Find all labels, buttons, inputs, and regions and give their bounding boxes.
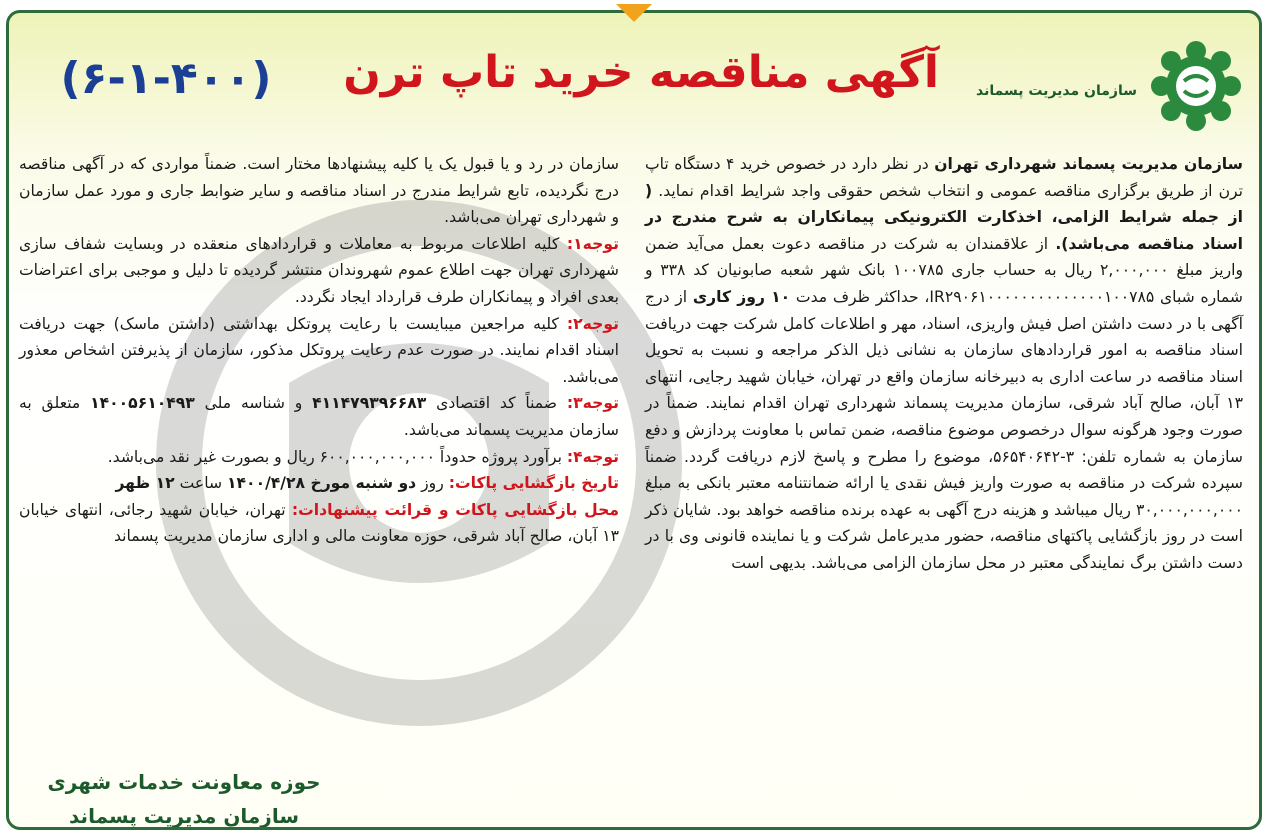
note-3-text: ضمناً کد اقتصادی [426,394,567,413]
note-1 [19,231,619,311]
note-4-label: توجه۴: [566,447,619,466]
signature-block [29,765,339,830]
intro-paragraph: سازمان در رد و یا قبول یک یا کلیه پیشنهادها مختار است. ضمناً مواردی که در آگهی مناقصه درج نگردیده، تابع شرایط مندرج در اسناد مناقصه و سایر ضوابط جاری و مورد عمل سازمان و شهرداری تهران می‌باشد. [19,155,619,227]
requirement-note: ( از جمله شرایط الزامی، اخذکارت الکترونیکی پیمانکاران به شرح مندرج در اسناد مناقصه می‌باشد). [645,181,1243,253]
note-2-label: توجه۲: [566,314,619,333]
left-column [19,151,619,550]
right-column-text [645,151,1243,577]
deadline-days: ۱۰ روز کاری [692,287,791,306]
note-1-text: کلیه اطلاعات مربوط به معاملات و قراردادهای منعقده در وبسایت شفاف سازی شهرداری تهران جهت اطلاع عموم شهروندان منتشر گردیده تا دلیل و موجبی برای اعتراضات بعدی افراد و پیمانکاران طرف قرارداد ایجاد نگردد. [19,234,619,306]
note-4 [19,444,619,471]
body-text: از علاقمندان به شرکت در مناقصه دعوت بعمل می‌آید ضمن واریز مبلغ ۲,۰۰۰,۰۰۰ ریال به حساب جاری ۱۰۰۷۸۵ بانک شهر شعبه صابونیان کد ۳۳۸ و شماره شبای IR۲۹۰۶۱۰۰۰۰۰۰۰۰۰۰۰۰۰۰۱۰۰۷۸۵، حداکثر ظرف مدت [645,234,1243,306]
right-column [645,151,1243,577]
opening-date-value: دو شنبه مورخ ۱۴۰۰/۴/۲۸ [227,474,417,493]
note-3-text: و شناسه ملی [194,394,313,413]
note-3-text: متعلق به سازمان مدیریت پسماند می‌باشد. [19,394,619,439]
opening-place [19,497,619,550]
header [9,31,1259,146]
opening-time-value: ۱۲ ظهر [115,474,175,493]
opening-time-text: ساعت [174,474,228,493]
page-title: آگهی مناقصه خرید تاپ ترن [343,47,939,98]
note-4-text: برآورد پروژه حدوداً ۶۰۰,۰۰۰,۰۰۰,۰۰۰ ریال و بصورت غیر نقد می‌باشد. [107,447,567,466]
opening-place-label: محل بازگشایی پاکات و قرائت پیشنهادات: [291,500,619,519]
org-full-name: سازمان مدیریت پسماند شهرداری تهران [934,155,1244,173]
tender-code: (۶-۱-۴۰۰) [60,53,272,104]
ad-frame [6,10,1262,830]
tehran-municipality-logo-icon [1151,41,1241,131]
note-3 [19,390,619,443]
org-name: سازمان مدیریت پسماند [976,83,1137,99]
note-1-label: توجه۱: [566,234,619,253]
note-3-label: توجه۳: [566,394,619,413]
note-2 [19,311,619,391]
signature-line-2: سازمان مدیریت پسماند [69,804,299,828]
body-text: از درج آگهی با در دست داشتن اصل فیش واریزی، اسناد، مهر و اطلاعات کامل شرکت جهت دریافت اسناد مناقصه به امور قراردادهای سازمان به نشانی ذیل الذکر مراجعه و نسبت به تحویل اسناد مناقصه در ساعت اداری به دبیرخانه سازمان واقع در تهران، خیابان شهید رجایی، انتهای ۱۳ آبان، صالح آباد شرقی، سازمان مدیریت پسماند شهرداری تهران اقدام نمایند. ضمناً در صورت وجود هرگونه سوال درخصوص موضوع مناقصه، ضمن تماس با معاونت پردازش و دفع سازمان به شماره تلفن: ۳-۵۶۵۴۰۶۴۲، موضوع را مطرح و پاسخ لازم دریافت گردد. ضمناً سپرده شرکت در مناقصه به صورت واریز فیش نقدی یا ارائه ضمانتنامه معتبر بانکی به مبلغ ۳۰,۰۰۰,۰۰۰,۰۰۰ ریال میباشد و هزینه درج آگهی به عهده برنده مناقصه خواهد بود. شایان ذکر است در روز بازگشایی پاکتهای مناقصه، حضور مدیرعامل شرکت و یا نماینده قانونی وی با در دست داشتن برگ نمایندگی معتبر در محل سازمان الزامی می‌باشد. بدیهی است [645,287,1243,572]
signature-line-1: حوزه معاونت خدمات شهری [47,770,321,794]
body-text: در نظر دارد در خصوص خرید ۴ دستگاه تاپ ترن از طریق برگزاری مناقصه عمومی و انتخاب شخص حقوقی واجد شرایط اقدام نماید. [645,155,1243,200]
top-marker-icon [616,4,652,22]
economic-code: ۴۱۱۴۷۹۳۹۶۶۸۳ [312,394,427,413]
opening-date [19,470,619,497]
national-id: ۱۴۰۰۵۶۱۰۴۹۳ [90,394,195,413]
opening-date-text: روز [416,474,449,493]
opening-date-label: تاریخ بازگشایی پاکات: [448,474,619,493]
opening-place-text: تهران، خیابان شهید رجائی، انتهای خیابان ۱۳ آبان، صالح آباد شرقی، حوزه معاونت مالی و اداری سازمان مدیریت پسماند [19,500,619,546]
note-2-text: کلیه مراجعین میبایست با رعایت پروتکل بهداشتی (داشتن ماسک) جهت دریافت اسناد اقدام نمایند. در صورت عدم رعایت پروتکل مذکور، سازمان از پذیرفتن اشخاص معذور می‌باشد. [19,314,619,386]
